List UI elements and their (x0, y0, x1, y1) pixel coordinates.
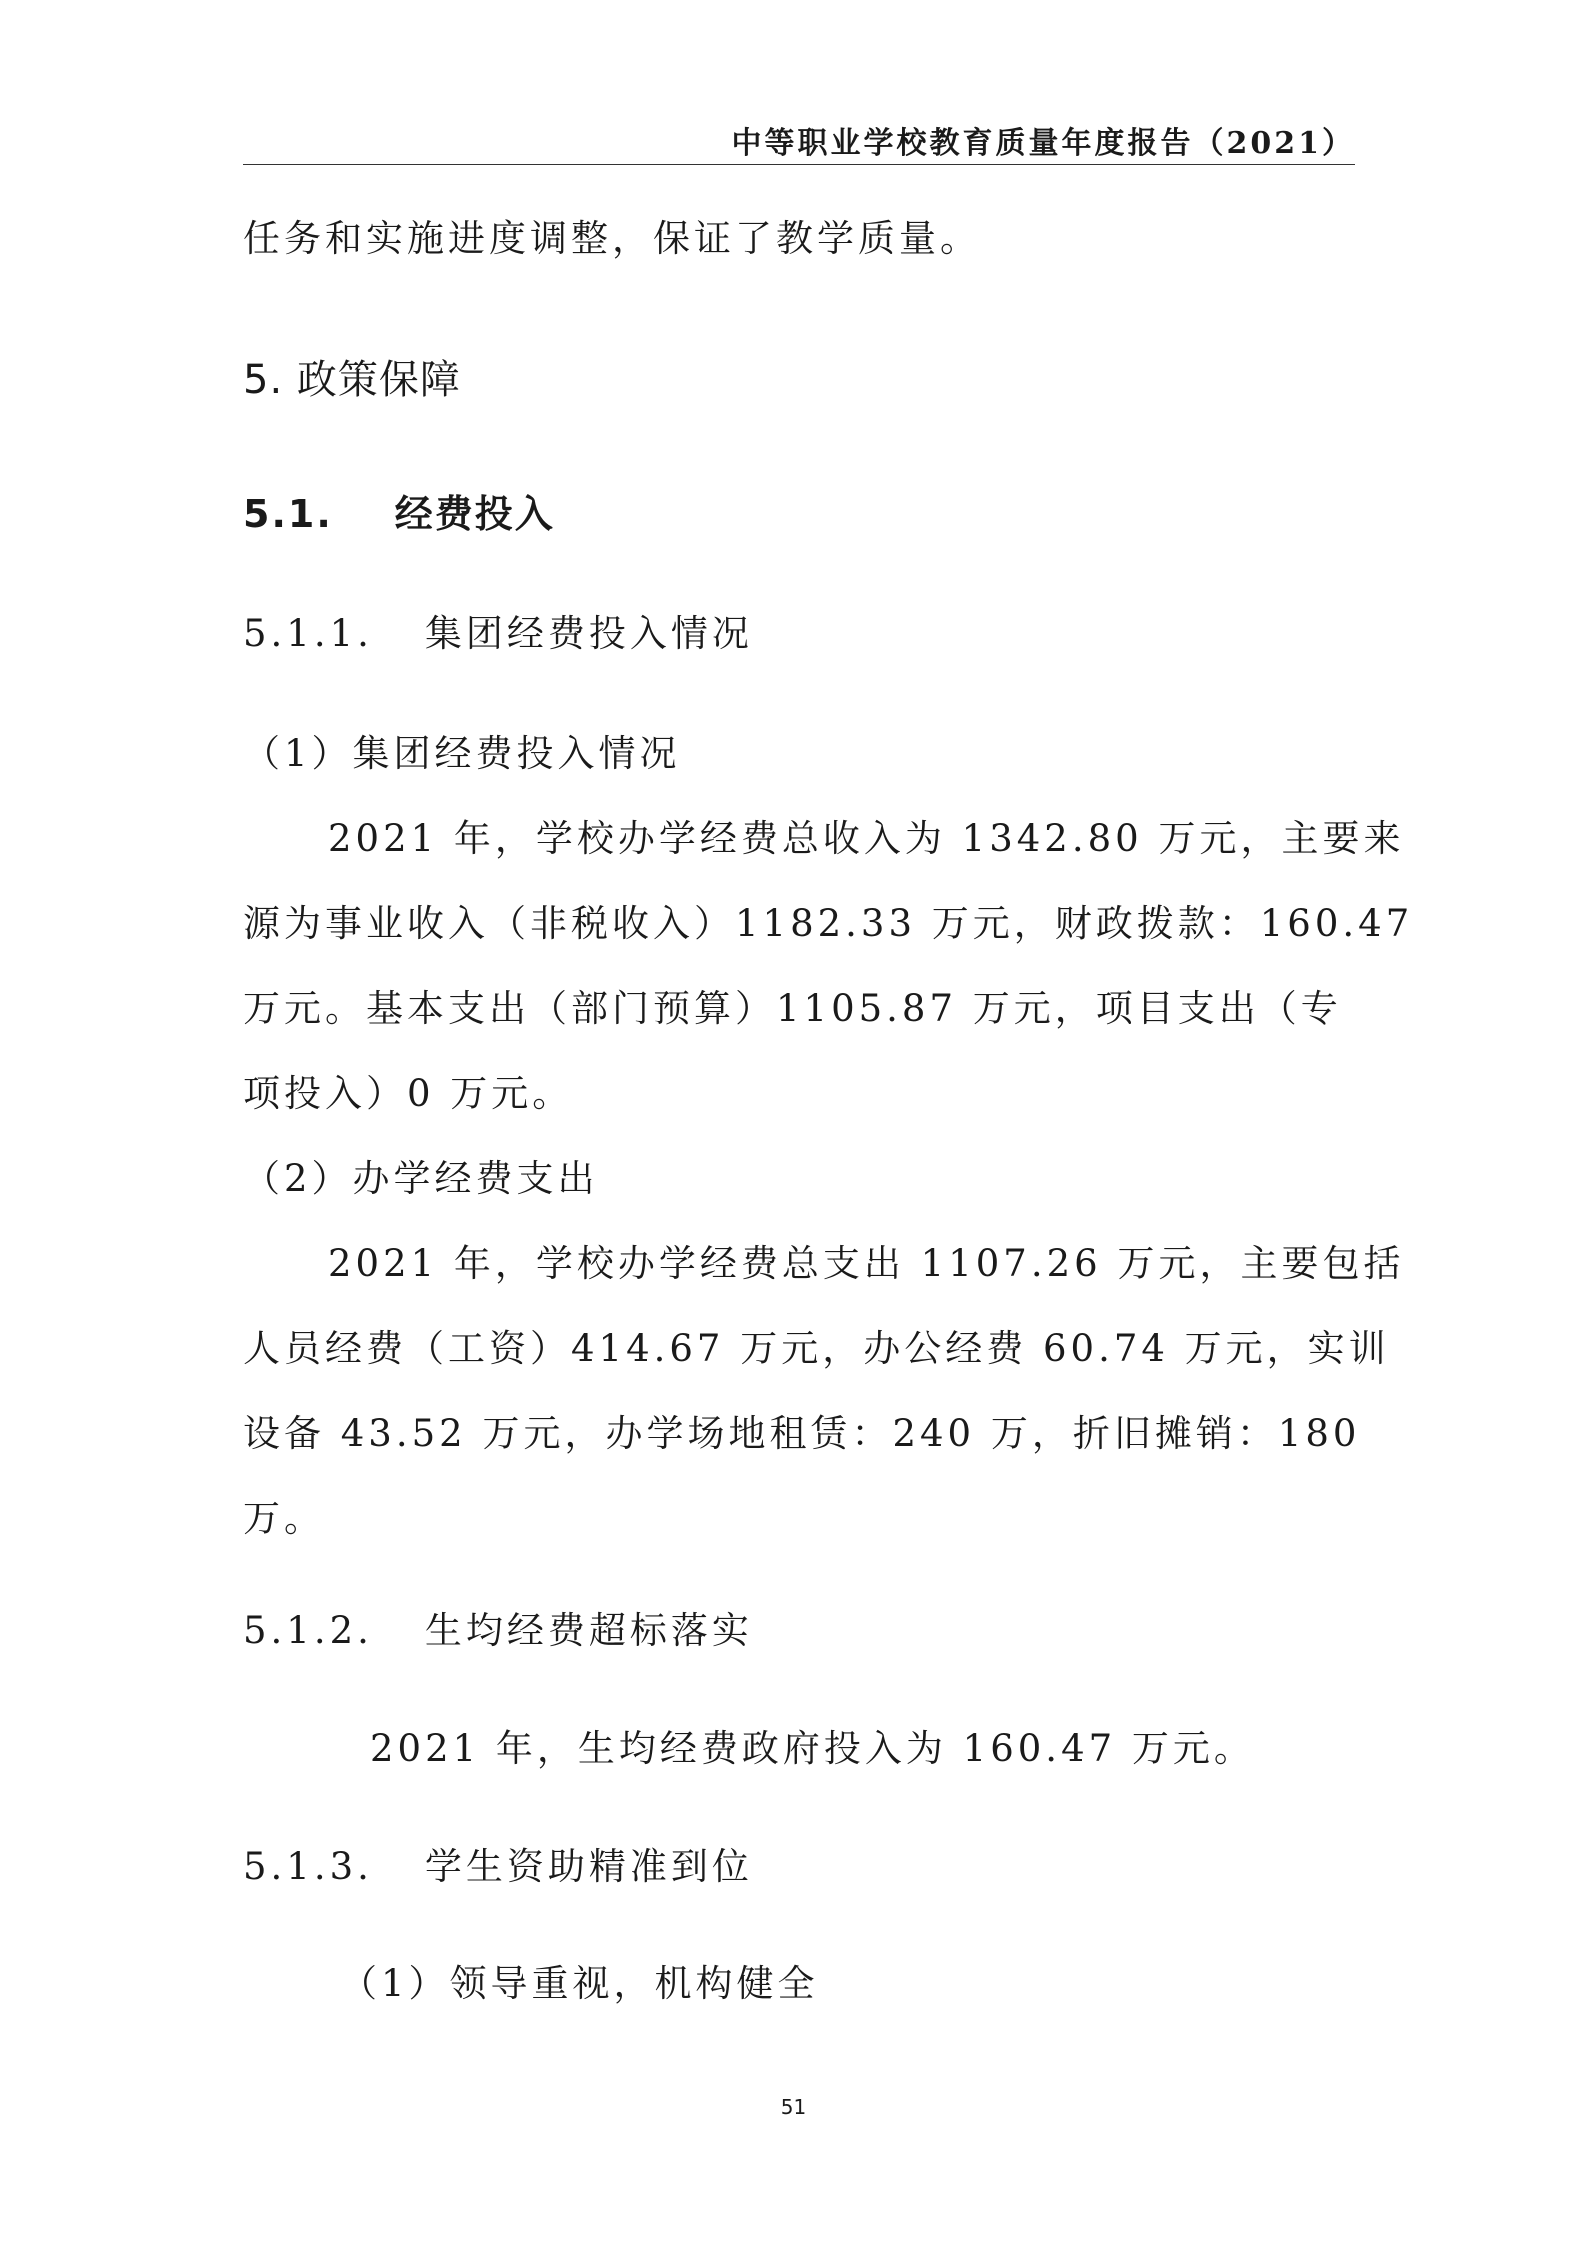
subsection-title: 经费投入 (394, 492, 555, 536)
subsubsection-number: 5.1.1. (243, 612, 373, 655)
list-item-1-heading: （1）集团经费投入情况 (243, 732, 681, 775)
list-item-leadership-heading: （1）领导重视，机构健全 (340, 1962, 819, 2005)
paragraph-expense-line-2: 人员经费（工资）414.67 万元，办公经费 60.74 万元，实训 (243, 1327, 1390, 1370)
paragraph-income-line-2: 源为事业收入（非税收入）1182.33 万元，财政拨款：160.47 (243, 902, 1414, 945)
subsubsection-title: 集团经费投入情况 (424, 612, 753, 655)
paragraph-expense-line-1: 2021 年，学校办学经费总支出 1107.26 万元，主要包括 (328, 1242, 1405, 1285)
running-header-title: 中等职业学校教育质量年度报告（2021） (731, 126, 1355, 161)
subsection-number: 5.1. (243, 492, 333, 536)
section-heading-5 (243, 348, 461, 405)
paragraph-expense-line-4: 万。 (243, 1497, 325, 1540)
paragraph-income-line-4: 项投入）0 万元。 (243, 1072, 574, 1115)
page-number: 51 (780, 2095, 807, 2119)
subsubsection-heading-5-1-2 (243, 1600, 753, 1654)
subsubsection-heading-5-1-1 (243, 603, 753, 657)
section-title: 政策保障 (296, 357, 461, 403)
section-number: 5. (243, 357, 284, 403)
header-rule (243, 164, 1355, 165)
paragraph-expense-line-3: 设备 43.52 万元，办学场地租赁：240 万，折旧摊销：180 (243, 1412, 1361, 1455)
subsection-heading-5-1 (243, 483, 555, 538)
list-item-2-heading: （2）办学经费支出 (243, 1157, 599, 1200)
paragraph-income-line-1: 2021 年，学校办学经费总收入为 1342.80 万元，主要来 (328, 817, 1405, 860)
subsubsection-title: 学生资助精准到位 (424, 1845, 753, 1888)
continuation-paragraph: 任务和实施进度调整，保证了教学质量。 (243, 217, 981, 260)
subsubsection-title: 生均经费超标落实 (424, 1609, 753, 1652)
paragraph-income-line-3: 万元。基本支出（部门预算）1105.87 万元，项目支出（专 (243, 987, 1342, 1030)
subsubsection-number: 5.1.3. (243, 1845, 373, 1888)
paragraph-per-student-funding: 2021 年，生均经费政府投入为 160.47 万元。 (370, 1727, 1255, 1770)
subsubsection-heading-5-1-3 (243, 1836, 753, 1890)
subsubsection-number: 5.1.2. (243, 1609, 373, 1652)
